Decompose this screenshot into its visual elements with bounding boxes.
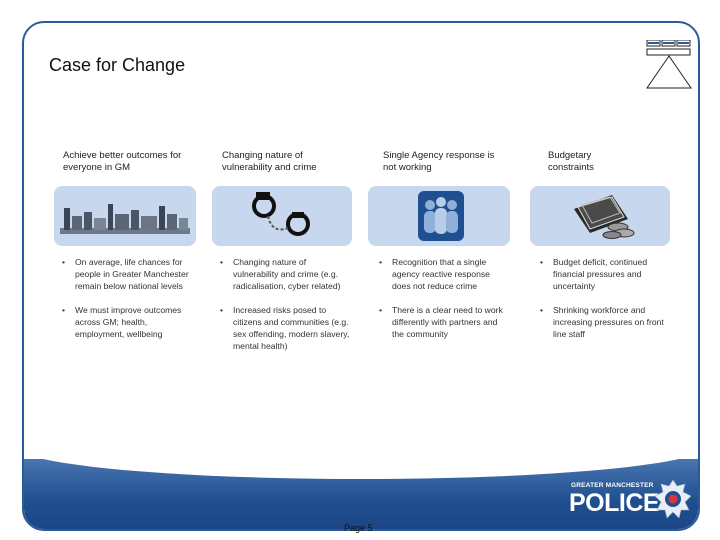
corner-logo-icon: [645, 40, 693, 90]
bullet-item: • Shrinking workforce and increasing pressures on front line staff: [540, 304, 664, 340]
page-number: Page 5: [344, 523, 373, 533]
bullets-vulnerability: [220, 256, 352, 364]
bullet-item: • We must improve outcomes across GM; health, employment, wellbeing: [62, 304, 192, 340]
slide-title: Case for Change: [49, 55, 186, 75]
column-heading: Changing nature of vulnerability and crime: [222, 150, 317, 173]
column-heading: Achieve better outcomes for everyone in GM: [63, 150, 182, 173]
column-budget: [548, 150, 638, 186]
skyline-icon: [60, 198, 190, 238]
gmp-logo: [565, 478, 693, 522]
bullet-item: • Changing nature of vulnerability and crime (e.g. radicalisation, cyber related): [220, 256, 352, 292]
bullets-single-agency: [379, 256, 509, 352]
people-group-icon: [418, 191, 464, 241]
banner-vulnerability: [212, 186, 352, 246]
column-outcomes: [63, 150, 193, 186]
bullets-outcomes: [62, 256, 192, 352]
banner-single-agency: [368, 186, 510, 246]
banner-budget: [530, 186, 670, 246]
column-single-agency: [383, 150, 508, 186]
bullet-item: • Budget deficit, continued financial pressures and uncertainty: [540, 256, 664, 292]
police-crest-icon: [655, 480, 691, 520]
column-heading: Budgetary constraints: [548, 150, 594, 173]
bullet-item: • On average, life chances for people in Greater Manchester remain below national levels: [62, 256, 192, 292]
handcuffs-icon: [248, 190, 318, 242]
bullet-item: • There is a clear need to work differently with partners and the community: [379, 304, 509, 340]
bullet-item: • Increased risks posed to citizens and communities (e.g. sex offending, modern slavery, mental health): [220, 304, 352, 352]
bullet-item: • Recognition that a single agency reactive response does not reduce crime: [379, 256, 509, 292]
column-vulnerability: [222, 150, 352, 186]
logo-big-text: POLICE: [569, 489, 660, 517]
money-stack-icon: [568, 191, 638, 241]
bullets-budget: [540, 256, 664, 352]
logo-small-text: GREATER MANCHESTER: [571, 482, 654, 489]
column-heading: Single Agency response is not working: [383, 150, 495, 173]
banner-outcomes: [54, 186, 196, 246]
